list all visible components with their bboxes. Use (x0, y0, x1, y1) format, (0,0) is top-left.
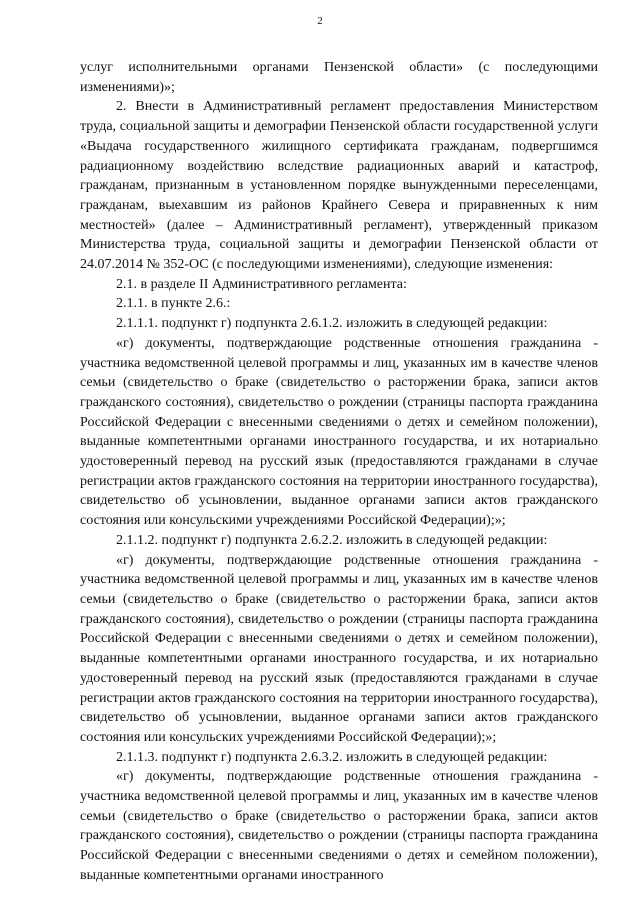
document-body (80, 58, 598, 886)
paragraph-2-1-1-1: 2.1.1.1. подпункт г) подпункта 2.6.1.2. изложить в следующей редакции: (116, 316, 548, 332)
paragraph-item-2: 2. Внести в Административный регламент предоставления Министерством труда, социальной защиты и демографии Пензенской области государственной услуги «Выдача государственного жилищного сертификата гражданам, подвергшимся радиационному воздействию вследствие радиационных аварий и катастроф, гражданам, признанным в установленном порядке вынужденными переселенцами, гражданам, выехавшим из районов Крайнего Севера и приравненных к ним местностей» (далее – Административный регламент), утвержденный приказом Министерства труда, социальной защиты и демографии Пензенской области от 24.07.2014 № 352-ОС (с последующими изменениями), следующие изменения: (80, 99, 598, 273)
paragraph-quote-3: «г) документы, подтверждающие родственные отношения гражданина - участника ведомственной целевой программы и лиц, указанных им в качестве членов семьи (свидетельство о браке (свидетельство о расторжении брака, записи актов гражданского состояния), свидетельство о рождении (страницы паспорта гражданина Российской Федерации с внесенными сведениями о детях и семейном положении), выданные компетентными органами иностранного (80, 769, 598, 883)
paragraph-2-1-1-3: 2.1.1.3. подпункт г) подпункта 2.6.3.2. изложить в следующей редакции: (116, 749, 548, 765)
paragraph-continuation: услуг исполнительными органами Пензенской области» (с последующими изменениями)»; (80, 60, 598, 95)
paragraph-2-1-1: 2.1.1. в пункте 2.6.: (116, 296, 231, 312)
paragraph-quote-2: «г) документы, подтверждающие родственные отношения гражданина - участника ведомственной целевой программы и лиц, указанных им в качестве членов семьи (свидетельство о браке (свидетельство о расторжении брака, записи актов гражданского состояния), свидетельство о рождении (страницы паспорта гражданина Российской Федерации с внесенными сведениями о детях и семейном положении), выданные компетентными органами иностранного государства, и их нотариально удостоверенный перевод на русский язык (предоставляются гражданами в случае регистрации актов гражданского состояния на территории иностранного государства), свидетельство об усыновлении, выданное органами записи актов гражданского состояния или консульских учреждениями Российской Федерации);»; (80, 552, 598, 745)
paragraph-2-1-1-2: 2.1.1.2. подпункт г) подпункта 2.6.2.2. изложить в следующей редакции: (116, 532, 548, 548)
paragraph-quote-1: «г) документы, подтверждающие родственные отношения гражданина - участника ведомственной целевой программы и лиц, указанных им в качестве членов семьи (свидетельство о браке (свидетельство о расторжении брака, записи актов гражданского состояния), свидетельство о рождении (страницы паспорта гражданина Российской Федерации с внесенными сведениями о детях и семейном положении), выданные компетентными органами иностранного государства, и их нотариально удостоверенный перевод на русский язык (предоставляются гражданами в случае регистрации актов гражданского состояния на территории иностранного государства), свидетельство об усыновлении, выданное органами записи актов гражданского состояния или консульскими учреждениями Российской Федерации);»; (80, 335, 598, 529)
paragraph-2-1: 2.1. в разделе II Административного регламента: (116, 276, 407, 292)
page-number: 2 (317, 15, 323, 27)
